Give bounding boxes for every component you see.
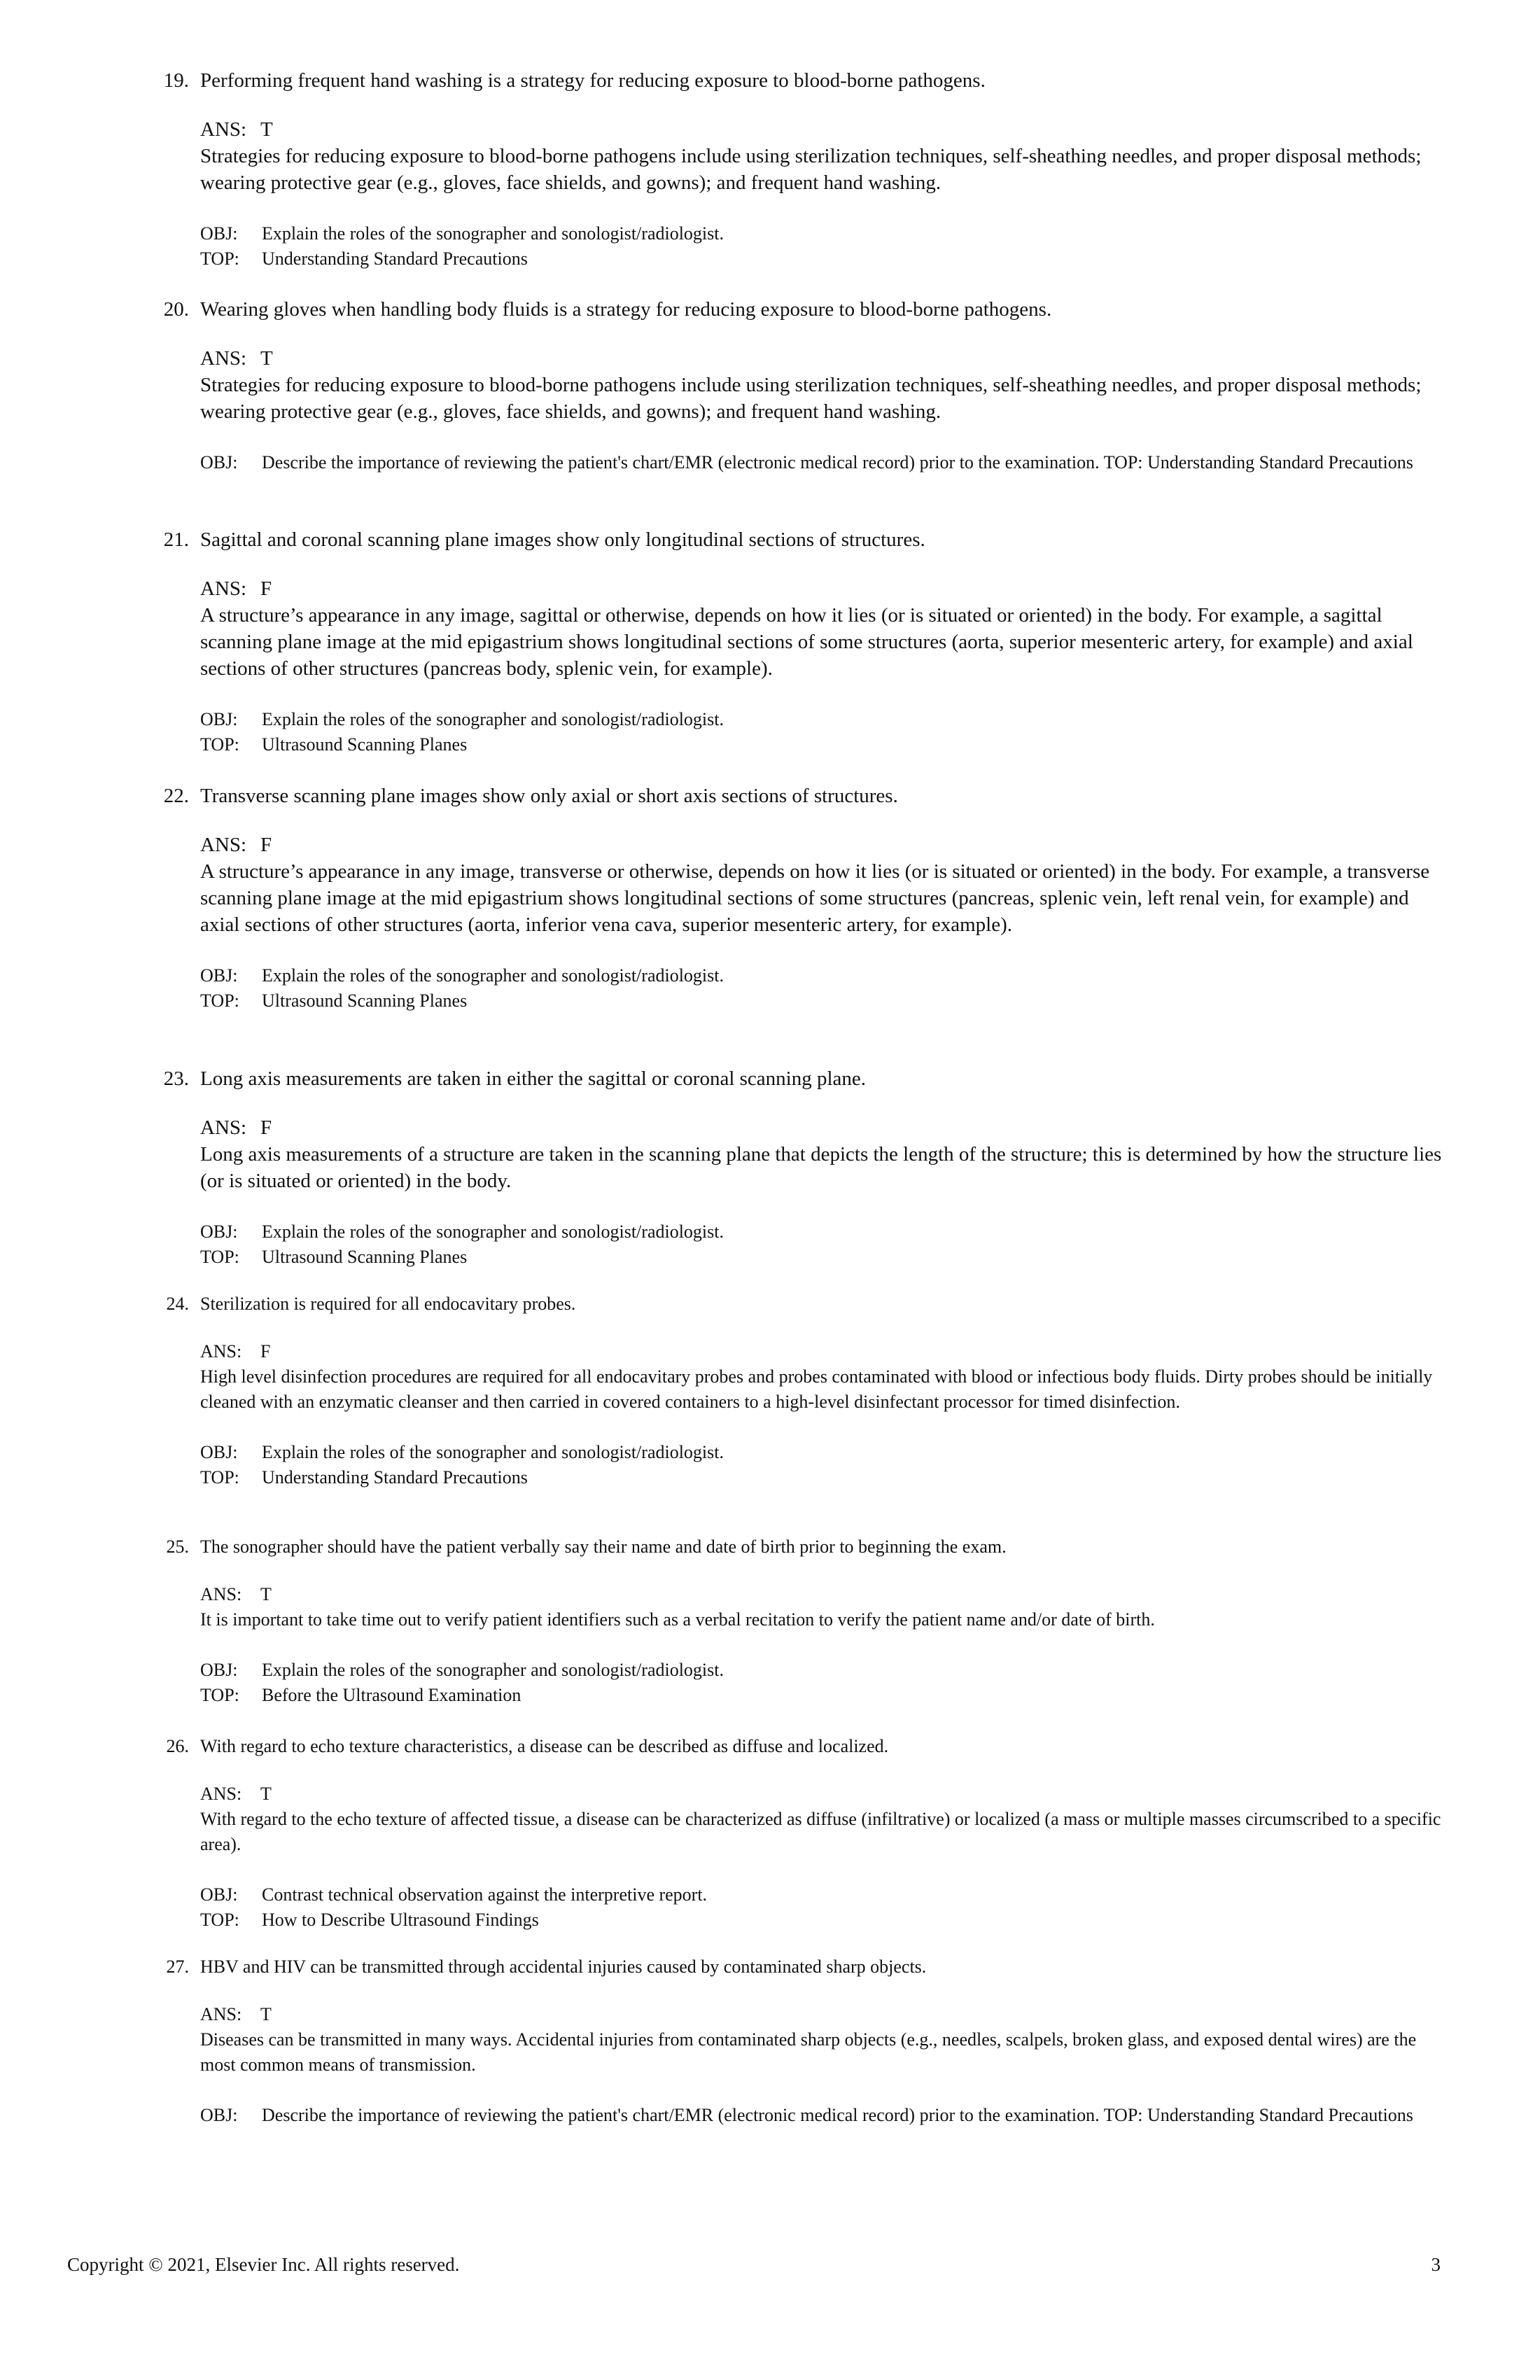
answer-value: T	[260, 347, 273, 370]
objective-text: Explain the roles of the sonographer and sonologist/radiologist.	[262, 223, 724, 244]
copyright-notice: Copyright © 2021, Elsevier Inc. All rights reserved.	[67, 2254, 460, 2275]
objective-text: Explain the roles of the sonographer and sonologist/radiologist.	[262, 709, 724, 729]
answer-value: F	[260, 834, 272, 856]
topic-label: TOP:	[200, 1685, 239, 1705]
objective-text: Contrast technical observation against the interpretive report.	[262, 1884, 708, 1905]
objective-label: OBJ:	[200, 1660, 238, 1680]
question-text: Sterilization is required for all endocavitary probes.	[200, 1294, 576, 1314]
answer-value: F	[260, 578, 272, 600]
question-number: 20.	[163, 298, 189, 321]
topic-text: Ultrasound Scanning Planes	[262, 1247, 468, 1267]
rationale: Diseases can be transmitted in many ways. Accidental injuries from contaminated sharp objects (e.g., needles, scalpels, broken glass, and exposed dental wires) are the most common means of transmission.	[200, 2029, 1417, 2075]
objective-label: OBJ:	[200, 1884, 238, 1905]
question-text: Wearing gloves when handling body fluids is a strategy for reducing exposure to blood-borne pathogens.	[200, 298, 1052, 321]
question-26	[154, 1734, 1442, 1933]
topic-label: TOP:	[200, 734, 239, 755]
objective-text: Describe the importance of reviewing the patient's chart/EMR (electronic medical record) prior to the examination. TOP: Understanding Standard Precautions	[262, 2105, 1413, 2125]
question-number: 27.	[166, 1956, 189, 1977]
question-27	[154, 1954, 1442, 2128]
topic-label: TOP:	[200, 248, 239, 269]
question-25	[154, 1534, 1442, 1708]
question-number: 22.	[163, 785, 189, 807]
question-number: 24.	[166, 1294, 189, 1314]
question-23	[154, 1065, 1442, 1270]
question-number: 25.	[166, 1536, 189, 1557]
answer-label: ANS:	[200, 1584, 242, 1604]
question-22	[154, 783, 1442, 1014]
question-24	[154, 1292, 1442, 1490]
rationale: A structure’s appearance in any image, transverse or otherwise, depends on how it lies (or is situated or oriented) in the body. For example, a transverse scanning plane image at the mid epigastrium shows longitudinal sections of some structures (pancreas, splenic vein, left renal vein, for example) and axial sections of other structures (aorta, inferior vena cava, superior mesenteric artery, for example).	[200, 860, 1430, 936]
objective-label: OBJ:	[200, 709, 238, 729]
topic-label: TOP:	[200, 1467, 239, 1488]
answer-label: ANS:	[200, 1116, 247, 1139]
rationale: Long axis measurements of a structure are taken in the scanning plane that depicts the length of the structure; this is determined by how the structure lies (or is situated or oriented) in the body.	[200, 1143, 1442, 1192]
question-text: Performing frequent hand washing is a strategy for reducing exposure to blood-borne pathogens.	[200, 69, 986, 92]
topic-label: TOP:	[200, 1910, 239, 1930]
topic-text: Understanding Standard Precautions	[262, 248, 528, 269]
rationale: Strategies for reducing exposure to blood-borne pathogens include using sterilization techniques, self-sheathing needles, and proper disposal methods; wearing protective gear (e.g., gloves, face shields, and gowns); and frequent hand washing.	[200, 145, 1422, 194]
question-number: 19.	[163, 69, 189, 92]
rationale: It is important to take time out to verify patient identifiers such as a verbal recitation to verify the patient name and/or date of birth.	[200, 1609, 1155, 1630]
topic-text: Ultrasound Scanning Planes	[262, 734, 468, 755]
question-text: Long axis measurements are taken in either the sagittal or coronal scanning plane.	[200, 1068, 867, 1090]
answer-label: ANS:	[200, 118, 247, 141]
objective-text: Explain the roles of the sonographer and sonologist/radiologist.	[262, 1222, 724, 1242]
question-20	[154, 296, 1442, 475]
question-19	[154, 67, 1442, 272]
question-number: 23.	[163, 1068, 189, 1090]
question-21	[154, 526, 1442, 757]
objective-label: OBJ:	[200, 452, 238, 472]
objective-text: Describe the importance of reviewing the patient's chart/EMR (electronic medical record) prior to the examination. TOP: Understanding Standard Precautions	[262, 452, 1413, 472]
answer-value: F	[260, 1116, 272, 1139]
question-number: 26.	[166, 1736, 189, 1756]
rationale: High level disinfection procedures are required for all endocavitary probes and probes contaminated with blood or infectious body fluids. Dirty probes should be initially cleaned with an enzymatic cleanser and then carried in covered containers to a high-level disinfectant processor for timed disinfection.	[200, 1366, 1433, 1412]
topic-text: Understanding Standard Precautions	[262, 1467, 528, 1488]
objective-label: OBJ:	[200, 965, 238, 986]
topic-label: TOP:	[200, 1247, 239, 1267]
rationale: Strategies for reducing exposure to blood-borne pathogens include using sterilization techniques, self-sheathing needles, and proper disposal methods; wearing protective gear (e.g., gloves, face shields, and gowns); and frequent hand washing.	[200, 374, 1422, 423]
topic-text: How to Describe Ultrasound Findings	[262, 1910, 539, 1930]
objective-label: OBJ:	[200, 2105, 238, 2125]
answer-value: T	[260, 1584, 272, 1604]
question-text: Sagittal and coronal scanning plane images show only longitudinal sections of structures.	[200, 528, 925, 551]
answer-label: ANS:	[200, 2004, 242, 2024]
objective-label: OBJ:	[200, 1442, 238, 1462]
objective-label: OBJ:	[200, 1222, 238, 1242]
question-number: 21.	[163, 528, 189, 551]
objective-text: Explain the roles of the sonographer and sonologist/radiologist.	[262, 1442, 724, 1462]
rationale: With regard to the echo texture of affected tissue, a disease can be characterized as diffuse (infiltrative) or localized (a mass or multiple masses circumscribed to a specific area).	[200, 1809, 1441, 1854]
answer-label: ANS:	[200, 1341, 242, 1362]
answer-value: T	[260, 1784, 272, 1804]
topic-label: TOP:	[200, 990, 239, 1011]
question-text: With regard to echo texture characteristics, a disease can be described as diffuse and localized.	[200, 1736, 889, 1756]
page-number: 3	[1431, 2254, 1441, 2275]
question-text: HBV and HIV can be transmitted through accidental injuries caused by contaminated sharp objects.	[200, 1956, 927, 1977]
answer-value: T	[260, 118, 273, 141]
objective-text: Explain the roles of the sonographer and sonologist/radiologist.	[262, 965, 724, 986]
answer-value: T	[260, 2004, 272, 2024]
answer-label: ANS:	[200, 578, 247, 600]
answer-label: ANS:	[200, 347, 247, 370]
answer-label: ANS:	[200, 1784, 242, 1804]
question-text: Transverse scanning plane images show only axial or short axis sections of structures.	[200, 785, 898, 807]
topic-text: Ultrasound Scanning Planes	[262, 990, 468, 1011]
question-text: The sonographer should have the patient verbally say their name and date of birth prior to beginning the exam.	[200, 1536, 1007, 1557]
answer-value: F	[260, 1341, 271, 1362]
topic-text: Before the Ultrasound Examination	[262, 1685, 522, 1705]
objective-text: Explain the roles of the sonographer and sonologist/radiologist.	[262, 1660, 724, 1680]
objective-label: OBJ:	[200, 223, 238, 244]
rationale: A structure’s appearance in any image, sagittal or otherwise, depends on how it lies (or is situated or oriented) in the body. For example, a sagittal scanning plane image at the mid epigastrium shows longitudinal sections of some structures (aorta, superior mesenteric artery, for example) and axial sections of other structures (pancreas body, splenic vein, for example).	[200, 604, 1413, 680]
answer-label: ANS:	[200, 834, 247, 856]
